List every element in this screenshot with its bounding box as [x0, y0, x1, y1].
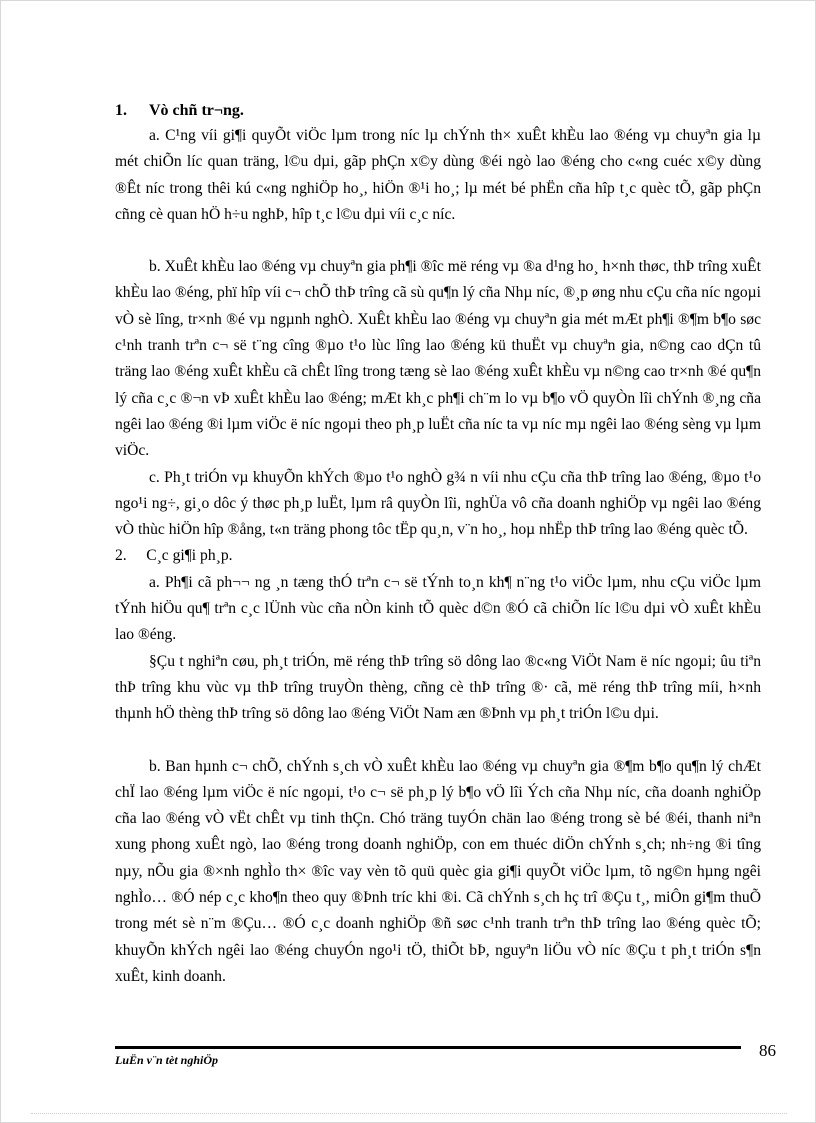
section-1-number: 1.	[115, 102, 127, 119]
footer-title: LuËn v¨n tèt nghiÖp	[115, 1053, 219, 1067]
paragraph-2a-cont: §Çu t nghiªn cøu, ph¸t triÓn, më réng thÞ trîng sö dông lao ®c«ng ViÖt Nam ë níc ngoµi; ûu tiªn thÞ trîng khu vùc vµ thÞ trîng truyÒn thèng, cñng cè thÞ trîng ®· cã, më réng thÞ trîng míi, h×nh thµnh hÖ thèng thÞ trîng sö dông lao ®éng ViÖt Nam æn ®Þnh vµ ph¸t triÓn l©u dµi.	[115, 652, 761, 723]
section-1-heading	[115, 99, 761, 123]
paragraph-1b: b. XuÊt khÈu lao ®éng vµ chuyªn gia ph¶i ®îc më réng vµ ®a d¹ng ho¸ h×nh thøc, thÞ trîng xuÊt khÈu lao ®éng, phï hîp víi c¬ chÕ thÞ trîng cã sù qu¶n lý cña Nhµ níc, ®¸p øng nhu cÇu cña níc ngoµi vÒ sè lîng, tr×nh ®é vµ ngµnh nghÒ. XuÊt khÈu lao ®éng vµ chuyªn gia mét mÆt ph¶i ®¶m b¶o søc c¹nh tranh trªn c¬ së t¨ng cîng ®µo t¹o lùc lîng lao ®éng kü thuËt vµ chuyªn gia, n©ng cao dÇn tû träng lao ®éng xuÊt khÈu cã chÊt lîng trong tæng sè lao ®éng xuÊt khÈu vµ n©ng cao tr×nh ®é qu¶n lý cña c¸c ®¬n vÞ xuÊt khÈu lao ®éng; mÆt kh¸c ph¶i ch¨m lo vµ b¶o vÖ quyÒn lîi chÝnh ®¸ng cña ngêi lao ®éng ®i lµm viÖc ë níc ngoµi theo ph¸p luËt cña níc ta vµ níc mµ ngêi lao ®éng sèng vµ lµm viÖc.	[115, 258, 761, 460]
section-2-title: C¸c gi¶i ph¸p.	[146, 547, 233, 565]
paragraph-1a: a. C¹ng víi gi¶i quyÕt viÖc lµm trong níc lµ chÝnh th× xuÊt khÈu lao ®éng vµ chuyªn gia lµ mét chiÕn líc quan träng, l©u dµi, gãp phÇn x©y dùng ®éi ngò lao ®éng cho c«ng cuéc x©y dùng ®Êt níc trong thêi kú c«ng nghiÖp ho¸, hiÖn ®¹i ho¸; lµ mét bé phËn cña hîp t¸c quèc tÕ, gãp phÇn cñng cè quan hÖ h÷u nghÞ, hîp t¸c l©u dµi víi c¸c níc.	[115, 127, 761, 223]
paragraph-1c: c. Ph¸t triÓn vµ khuyÕn khÝch ®µo t¹o nghÒ g¾ n víi nhu cÇu cña thÞ trîng lao ®éng, ®µo t¹o ngo¹i ng÷, gi¸o dôc ý thøc ph¸p luËt, lµm râ quyÒn lîi, nghÜa vô cña doanh nghiÖp vµ ngêi lao ®éng vÒ thùc hiÖn hîp ®ång, t«n träng phong tôc tËp qu¸n, v¨n ho¸, hoµ nhËp thÞ trîng lao ®éng quèc tÕ.	[115, 468, 761, 539]
section-2-number: 2.	[115, 547, 127, 565]
page-number: 86	[759, 1041, 776, 1060]
page-content	[115, 99, 761, 990]
page-bottom-edge	[31, 1113, 787, 1114]
paragraph-2b: b. Ban hµnh c¬ chÕ, chÝnh s¸ch vÒ xuÊt khÈu lao ®éng vµ chuyªn gia ®¶m b¶o qu¶n lý chÆt chÏ lao ®éng lµm viÖc ë níc ngoµi, t¹o c¬ së ph¸p lý b¶o vÖ lîi Ých cña Nhµ níc, cña doanh nghiÖp cña lao ®éng vÒ vËt chÊt vµ tinh thÇn. Chó träng tuyÓn chän lao ®éng trong sè bé ®éi, thanh niªn xung phong xuÊt ngò, lao ®éng trong doanh nghiÖp, con em thuéc diÖn chÝnh s¸ch; nh÷ng ®i tîng nµy, nÕu gia ®×nh nghÌo th× ®îc vay vèn tõ quü quèc gia gi¶i quyÕt viÖc lµm, tõ ng©n hµng ngêi nghÌo… ®Ó nép c¸c kho¶n theo quy ®Þnh tríc khi ®i. Cã chÝnh s¸ch hç trî ®Çu t¸, miÔn gi¶m thuÕ trong mét sè n¨m ®Çu… ®Ó c¸c doanh nghiÖp ®ñ søc c¹nh tranh trªn thÞ trîng lao ®éng quèc tÕ; khuyÕn khÝch ngêi lao ®éng chuyÓn ngo¹i tÖ, thiÕt bÞ, nguyªn liÖu vÒ níc ®Çu t ph¸t triÓn s¶n xuÊt, kinh doanh.	[115, 757, 761, 985]
footer-divider	[115, 1046, 741, 1049]
section-1-title: Vò chñ tr¬ng.	[149, 102, 244, 119]
section-2-heading	[115, 543, 761, 569]
paragraph-2a: a. Ph¶i cã ph¬¬ ng ¸n tæng thÓ trªn c¬ së tÝnh to¸n kh¶ n¨ng t¹o viÖc lµm, nhu cÇu viÖc lµm tÝnh hiÖu qu¶ trªn c¸c lÜnh vùc cña nÒn kinh tÕ quèc d©n ®Ó cã chiÕn líc l©u dµi vÒ xuÊt khÈu lao ®éng.	[115, 573, 761, 644]
